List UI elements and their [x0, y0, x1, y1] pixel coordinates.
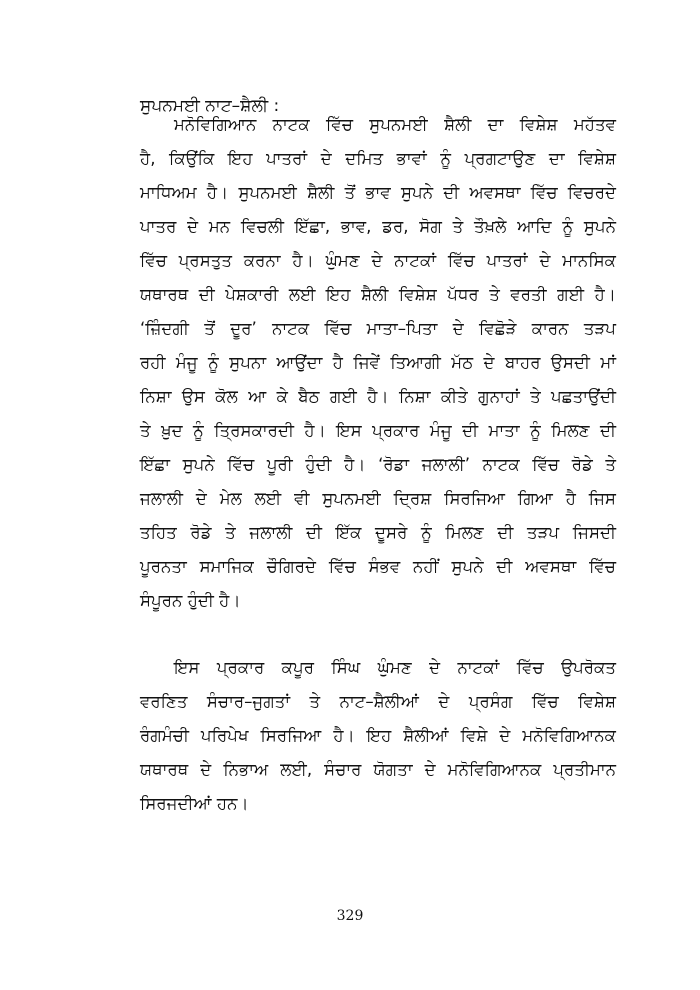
paragraph-line: ਜਲਾਲੀ ਦੇ ਮੇਲ ਲਈ ਵੀ ਸੁਪਨਮਈ ਦ੍ਰਿਸ਼ ਸਿਰਜਿਆ ਗਿਆ ਹੈ ਜਿਸ: [140, 489, 616, 508]
section-heading: ਸੁਪਨਮਈ ਨਾਟ–ਸ਼ੈਲੀ :: [140, 96, 280, 116]
paragraph-line: ਮਨੋਵਿਗਿਆਨ ਨਾਟਕ ਵਿੱਚ ਸੁਪਨਮਈ ਸ਼ੈਲੀ ਦਾ ਵਿਸ਼ੇਸ਼ ਮਹੱਤਵ: [174, 115, 616, 134]
paragraph-line: ਹੈ, ਕਿਉਂਕਿ ਇਹ ਪਾਤਰਾਂ ਦੇ ਦਮਿਤ ਭਾਵਾਂ ਨੂੰ ਪ੍ਰਗਟਾਉਣ ਦਾ ਵਿਸ਼ੇਸ਼: [140, 149, 616, 168]
paragraph-line: ਤਹਿਤ ਰੋਡੇ ਤੇ ਜਲਾਲੀ ਦੀ ਇੱਕ ਦੂਸਰੇ ਨੂੰ ਮਿਲਣ ਦੀ ਤੜਪ ਜਿਸਦੀ: [140, 523, 616, 542]
paragraph-line: ਯਥਾਰਥ ਦੀ ਪੇਸ਼ਕਾਰੀ ਲਈ ਇਹ ਸ਼ੈਲੀ ਵਿਸ਼ੇਸ਼ ਪੱਧਰ ਤੇ ਵਰਤੀ ਗਈ ਹੈ।: [140, 285, 616, 304]
paragraph-line: ਸਿਰਜਦੀਆਂ ਹਨ।: [140, 794, 249, 813]
paragraph-line: ਇੱਛਾ ਸੁਪਨੇ ਵਿੱਚ ਪੂਰੀ ਹੁੰਦੀ ਹੈ। ‘ਰੋਡਾ ਜਲਾਲੀ’ ਨਾਟਕ ਵਿੱਚ ਰੋਡੇ ਤੇ: [140, 455, 616, 474]
page-number: 329: [336, 908, 364, 924]
paragraph-line: ਇਸ ਪ੍ਰਕਾਰ ਕਪੂਰ ਸਿੰਘ ਘੁੰਮਣ ਦੇ ਨਾਟਕਾਂ ਵਿੱਚ ਉਪਰੋਕਤ: [174, 658, 616, 677]
paragraph-line: ਤੇ ਖ਼ੁਦ ਨੂੰ ਤ੍ਰਿਸਕਾਰਦੀ ਹੈ। ਇਸ ਪ੍ਰਕਾਰ ਮੰਜੂ ਦੀ ਮਾਤਾ ਨੂੰ ਮਿਲਣ ਦੀ: [140, 421, 616, 440]
paragraph-line: ਮਾਧਿਅਮ ਹੈ। ਸੁਪਨਮਈ ਸ਼ੈਲੀ ਤੋਂ ਭਾਵ ਸੁਪਨੇ ਦੀ ਅਵਸਥਾ ਵਿੱਚ ਵਿਚਰਦੇ: [140, 183, 616, 202]
paragraph-line: ਸੰਪੂਰਨ ਹੁੰਦੀ ਹੈ।: [140, 591, 241, 610]
paragraph-2: [140, 651, 616, 821]
paragraph-line: ਪੂਰਨਤਾ ਸਮਾਜਿਕ ਚੌਗਿਰਦੇ ਵਿੱਚ ਸੰਭਵ ਨਹੀਂ ਸੁਪਨੇ ਦੀ ਅਵਸਥਾ ਵਿੱਚ: [140, 557, 616, 576]
paragraph-line: ਯਥਾਰਥ ਦੇ ਨਿਭਾਅ ਲਈ, ਸੰਚਾਰ ਯੋਗਤਾ ਦੇ ਮਨੋਵਿਗਿਆਨਕ ਪ੍ਰਤੀਮਾਨ: [140, 760, 616, 779]
paragraph-line: ਨਿਸ਼ਾ ਉਸ ਕੋਲ ਆ ਕੇ ਬੈਠ ਗਈ ਹੈ। ਨਿਸ਼ਾ ਕੀਤੇ ਗੁਨਾਹਾਂ ਤੇ ਪਛਤਾਉਂਦੀ: [140, 387, 616, 406]
paragraph-line: ਰੰਗਮੰਚੀ ਪਰਿਪੇਖ ਸਿਰਜਿਆ ਹੈ। ਇਹ ਸ਼ੈਲੀਆਂ ਵਿਸ਼ੇ ਦੇ ਮਨੋਵਿਗਿਆਨਕ: [140, 726, 616, 745]
paragraph-line: ਪਾਤਰ ਦੇ ਮਨ ਵਿਚਲੀ ਇੱਛਾ, ਭਾਵ, ਡਰ, ਸੋਗ ਤੇ ਤੌਖ਼ਲੇ ਆਦਿ ਨੂੰ ਸੁਪਨੇ: [140, 217, 616, 236]
paragraph-1: [140, 108, 616, 618]
paragraph-line: ‘ਜ਼ਿੰਦਗੀ ਤੋਂ ਦੂਰ’ ਨਾਟਕ ਵਿੱਚ ਮਾਤਾ–ਪਿਤਾ ਦੇ ਵਿਛੋੜੇ ਕਾਰਨ ਤੜਪ: [140, 319, 616, 338]
paragraph-line: ਰਹੀ ਮੰਜੂ ਨੂੰ ਸੁਪਨਾ ਆਉਂਦਾ ਹੈ ਜਿਵੇਂ ਤਿਆਗੀ ਮੱਠ ਦੇ ਬਾਹਰ ਉਸਦੀ ਮਾਂ: [140, 353, 616, 372]
paragraph-line: ਵਿੱਚ ਪ੍ਰਸਤੁਤ ਕਰਨਾ ਹੈ। ਘੁੰਮਣ ਦੇ ਨਾਟਕਾਂ ਵਿੱਚ ਪਾਤਰਾਂ ਦੇ ਮਾਨਸਿਕ: [140, 251, 616, 270]
paragraph-line: ਵਰਣਿਤ ਸੰਚਾਰ–ਜੁਗਤਾਂ ਤੇ ਨਾਟ–ਸ਼ੈਲੀਆਂ ਦੇ ਪ੍ਰਸੰਗ ਵਿੱਚ ਵਿਸ਼ੇਸ਼: [140, 692, 616, 711]
